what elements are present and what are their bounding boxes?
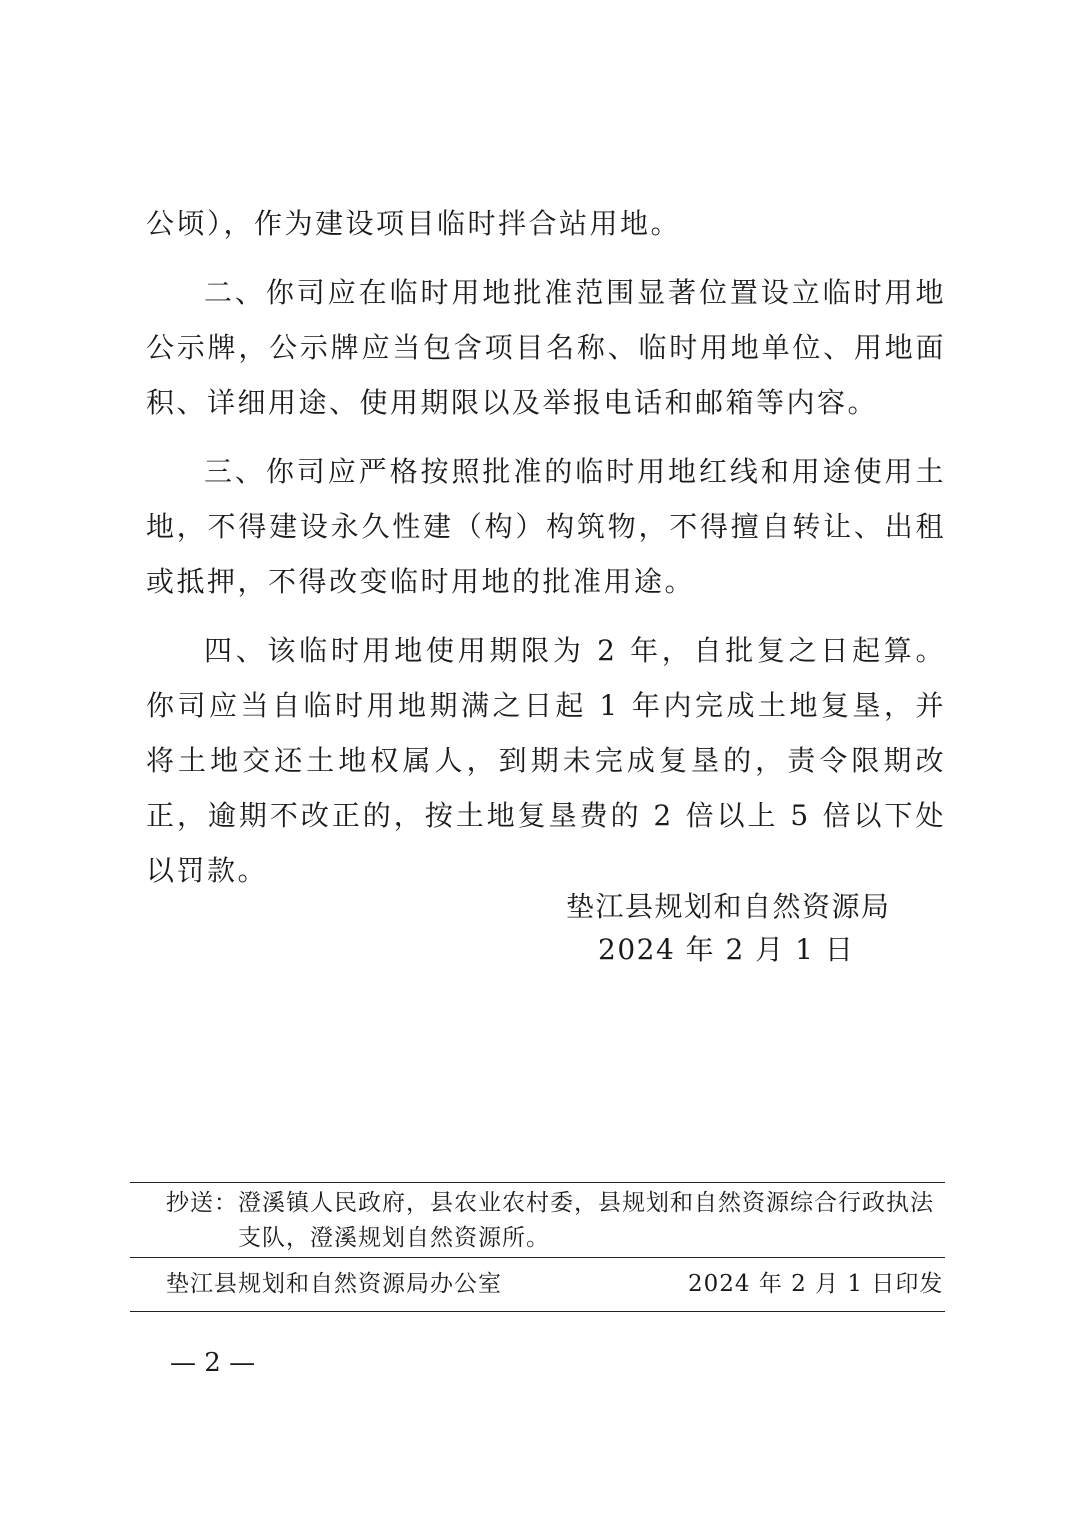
cc-recipients: 澄溪镇人民政府，县农业农村委，县规划和自然资源综合行政执法支队，澄溪规划自然资源所。 [238,1190,934,1251]
issue-date: 2024 年 2 月 1 日印发 [688,1271,944,1297]
issuer-office: 垫江县规划和自然资源局办公室 [166,1271,502,1297]
paragraph-continuation: 公顷），作为建设项目临时拌合站用地。 [146,207,682,240]
page-number: — 2 — [170,1348,256,1378]
paragraph-item-3: 三、你司应严格按照批准的临时用地红线和用途使用土地，不得建设永久性建（构）构筑物，不得擅自转让、出租或抵押，不得改变临时用地的批准用途。 [146,455,946,598]
paragraph-item-2: 二、你司应在临时用地批准范围显著位置设立临时用地公示牌，公示牌应当包含项目名称、临时用地单位、用地面积、详细用途、使用期限以及举报电话和邮箱等内容。 [146,276,946,419]
paragraph-item-4: 四、该临时用地使用期限为 2 年，自批复之日起算。你司应当自临时用地期满之日起 1 年内完成土地复垦，并将土地交还土地权属人，到期未完成复垦的，责令限期改正，逾期不改正的，按土地复垦费的 2 倍以上 5 倍以下处以罚款。 [146,634,946,887]
footer-bottom-rule [130,1311,945,1312]
cc-block [166,1186,946,1256]
signature-date: 2024 年 2 月 1 日 [598,933,855,966]
document-body [146,196,946,912]
footer-top-rule [130,1182,945,1183]
cc-label: 抄送： [166,1190,238,1216]
signature-org: 垫江县规划和自然资源局 [566,890,891,923]
footer-middle-rule [130,1257,945,1258]
